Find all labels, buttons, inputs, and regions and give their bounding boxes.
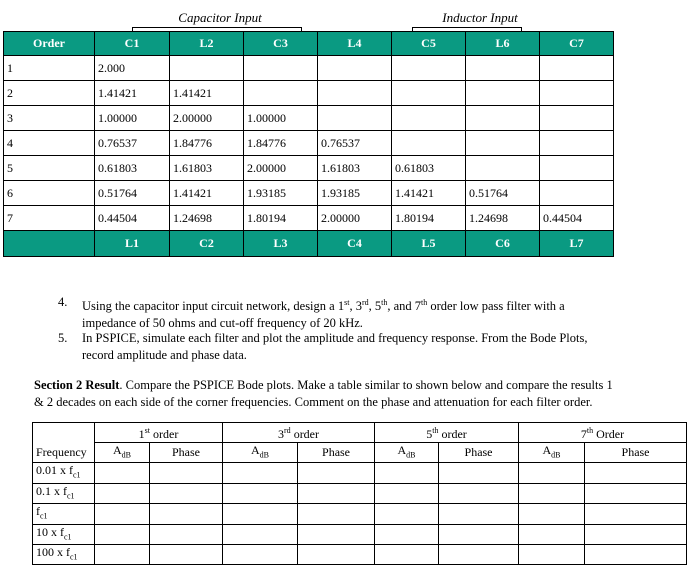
result-cell <box>95 483 150 503</box>
footer-cell: C6 <box>466 231 540 257</box>
result-cell <box>150 463 223 483</box>
result-cell <box>95 504 150 524</box>
result-cell <box>585 463 687 483</box>
coefficient-cell: 1.93185 <box>244 181 318 206</box>
result-cell <box>223 483 298 503</box>
header-cell: C1 <box>95 32 170 56</box>
frequency-cell: 100 x $f_{c1}$ <box>33 544 95 564</box>
list-item-4 <box>58 294 698 332</box>
capacitor-input-label: Capacitor Input <box>178 10 262 25</box>
header-cell: Order <box>4 32 95 56</box>
footer-cell: L3 <box>244 231 318 257</box>
result-cell <box>519 463 585 483</box>
order-header: 7th Order <box>519 423 687 443</box>
order-cell: 1 <box>4 56 95 81</box>
coefficient-cell <box>540 56 614 81</box>
result-cell <box>375 524 439 544</box>
text: record amplitude and phase data. <box>82 348 247 362</box>
section-2-line1: . Compare the PSPICE Bode plots. Make a table similar to shown below and compare the results 1 <box>119 378 613 392</box>
table-footer-row <box>4 231 614 257</box>
phase-header: Phase <box>298 443 375 463</box>
result-cell <box>519 524 585 544</box>
section-2-paragraph <box>34 377 696 411</box>
list-number: 5. <box>58 331 68 345</box>
footer-cell: L1 <box>95 231 170 257</box>
result-cell <box>95 524 150 544</box>
result-cell <box>585 504 687 524</box>
order-cell: 4 <box>4 131 95 156</box>
result-cell <box>298 524 375 544</box>
result-cell <box>223 524 298 544</box>
text: , and 7 <box>387 299 422 314</box>
coefficient-cell: 2.000 <box>95 56 170 81</box>
coefficient-cell <box>466 131 540 156</box>
header-cell: C5 <box>392 32 466 56</box>
adb-header: $A_{dB}$ <box>223 443 298 463</box>
footer-cell: L5 <box>392 231 466 257</box>
coefficient-cell: 2.00000 <box>244 156 318 181</box>
sup: th <box>421 298 428 307</box>
coefficient-cell <box>540 131 614 156</box>
coefficient-cell <box>392 106 466 131</box>
coefficient-cell <box>244 56 318 81</box>
coefficient-cell <box>392 56 466 81</box>
text: , 5 <box>368 299 382 314</box>
phase-header: Phase <box>150 443 223 463</box>
coefficient-cell: 0.44504 <box>95 206 170 231</box>
text: Using the capacitor input circuit network, design a 1 <box>82 299 345 314</box>
coefficient-cell: 1.80194 <box>392 206 466 231</box>
butterworth-coefficient-table <box>3 31 614 257</box>
frequency-cell: 10 x $f_{c1}$ <box>33 524 95 544</box>
result-cell <box>223 504 298 524</box>
coefficient-cell: 1.93185 <box>318 181 392 206</box>
result-cell <box>150 504 223 524</box>
frequency-cell: 0.1 x $f_{c1}$ <box>33 483 95 503</box>
order-header: 3rd order <box>223 423 375 443</box>
order-cell: 7 <box>4 206 95 231</box>
table-row <box>4 106 614 131</box>
result-cell <box>585 524 687 544</box>
coefficient-cell: 1.84776 <box>170 131 244 156</box>
coefficient-cell <box>466 81 540 106</box>
results-row <box>33 544 687 564</box>
coefficient-cell <box>540 81 614 106</box>
result-cell <box>439 544 519 564</box>
header-cell: C7 <box>540 32 614 56</box>
coefficient-cell <box>466 106 540 131</box>
coefficient-cell <box>540 156 614 181</box>
result-cell <box>298 483 375 503</box>
result-cell <box>375 504 439 524</box>
footer-cell: C2 <box>170 231 244 257</box>
header-cell: L2 <box>170 32 244 56</box>
result-cell <box>439 524 519 544</box>
coefficient-cell <box>540 106 614 131</box>
table-row <box>4 206 614 231</box>
coefficient-cell <box>318 81 392 106</box>
result-cell <box>95 544 150 564</box>
coefficient-cell: 1.00000 <box>244 106 318 131</box>
coefficient-cell: 1.24698 <box>466 206 540 231</box>
text: , 3 <box>349 299 362 314</box>
coefficient-cell: 2.00000 <box>318 206 392 231</box>
footer-cell: C4 <box>318 231 392 257</box>
coefficient-cell <box>170 56 244 81</box>
coefficient-cell: 0.61803 <box>95 156 170 181</box>
result-cell <box>519 544 585 564</box>
sup: st <box>344 298 350 307</box>
header-cell: C3 <box>244 32 318 56</box>
result-cell <box>298 544 375 564</box>
result-cell <box>223 544 298 564</box>
coefficient-cell <box>540 181 614 206</box>
coefficient-cell: 0.61803 <box>392 156 466 181</box>
sup: th <box>381 298 388 307</box>
order-cell: 5 <box>4 156 95 181</box>
order-header: 1st order <box>95 423 223 443</box>
coefficient-cell: 1.80194 <box>244 206 318 231</box>
frequency-cell: $f_{c1}$ <box>33 504 95 524</box>
result-cell <box>150 544 223 564</box>
phase-header: Phase <box>439 443 519 463</box>
results-table <box>32 422 687 565</box>
result-cell <box>223 463 298 483</box>
result-cell <box>519 504 585 524</box>
adb-header: $A_{dB}$ <box>519 443 585 463</box>
coefficient-cell: 0.76537 <box>95 131 170 156</box>
result-cell <box>375 483 439 503</box>
result-cell <box>298 463 375 483</box>
result-cell <box>298 504 375 524</box>
coefficient-cell <box>392 81 466 106</box>
order-header: 5th order <box>375 423 519 443</box>
coefficient-cell: 1.00000 <box>95 106 170 131</box>
result-cell <box>150 483 223 503</box>
result-cell <box>585 483 687 503</box>
result-cell <box>439 463 519 483</box>
adb-header: $A_{dB}$ <box>95 443 150 463</box>
coefficient-cell: 1.61803 <box>170 156 244 181</box>
results-row <box>33 504 687 524</box>
coefficient-cell: 1.41421 <box>95 81 170 106</box>
results-subheader-row <box>33 443 687 463</box>
table-header-row <box>4 32 614 56</box>
coefficient-cell <box>318 56 392 81</box>
coefficient-cell <box>466 56 540 81</box>
result-cell <box>150 524 223 544</box>
coefficient-cell: 1.61803 <box>318 156 392 181</box>
coefficient-cell <box>392 131 466 156</box>
coefficient-cell: 1.41421 <box>170 181 244 206</box>
order-cell: 3 <box>4 106 95 131</box>
empty-cell <box>33 423 95 443</box>
header-cell: L4 <box>318 32 392 56</box>
result-cell <box>439 483 519 503</box>
frequency-header: Frequency <box>33 443 95 463</box>
coefficient-cell <box>466 156 540 181</box>
coefficient-cell: 1.41421 <box>170 81 244 106</box>
table-row <box>4 131 614 156</box>
text: impedance of 50 ohms and cut-off frequency of 20 kHz. <box>82 316 363 331</box>
coefficient-cell: 0.76537 <box>318 131 392 156</box>
results-row <box>33 483 687 503</box>
sup: rd <box>361 298 369 307</box>
coefficient-cell <box>318 106 392 131</box>
footer-cell <box>4 231 95 257</box>
coefficient-cell: 1.24698 <box>170 206 244 231</box>
list-item-5 <box>58 330 698 364</box>
table-row <box>4 56 614 81</box>
result-cell <box>375 544 439 564</box>
result-cell <box>375 463 439 483</box>
results-order-row <box>33 423 687 443</box>
adb-header: $A_{dB}$ <box>375 443 439 463</box>
coefficient-cell: 1.41421 <box>392 181 466 206</box>
section-2-line2: & 2 decades on each side of the corner frequencies. Comment on the phase and attenuation for each filter order. <box>34 395 593 409</box>
results-row <box>33 463 687 483</box>
order-cell: 2 <box>4 81 95 106</box>
table-row <box>4 81 614 106</box>
table-row <box>4 156 614 181</box>
result-cell <box>585 544 687 564</box>
coefficient-cell: 0.51764 <box>95 181 170 206</box>
table-row <box>4 181 614 206</box>
header-cell: L6 <box>466 32 540 56</box>
result-cell <box>439 504 519 524</box>
list-number: 4. <box>58 295 68 309</box>
results-row <box>33 524 687 544</box>
frequency-cell: 0.01 x $f_{c1}$ <box>33 463 95 483</box>
result-cell <box>95 463 150 483</box>
inductor-input-label: Inductor Input <box>442 10 518 25</box>
coefficient-cell: 0.44504 <box>540 206 614 231</box>
section-2-title: Section 2 Result <box>34 378 120 392</box>
text: order low pass filter with a <box>427 299 565 314</box>
coefficient-cell: 2.00000 <box>170 106 244 131</box>
result-cell <box>519 483 585 503</box>
order-cell: 6 <box>4 181 95 206</box>
coefficient-cell: 0.51764 <box>466 181 540 206</box>
text: In PSPICE, simulate each filter and plot the amplitude and frequency response. From the Bode Plots, <box>82 331 588 345</box>
footer-cell: L7 <box>540 231 614 257</box>
coefficient-cell <box>244 81 318 106</box>
coefficient-cell: 1.84776 <box>244 131 318 156</box>
phase-header: Phase <box>585 443 687 463</box>
